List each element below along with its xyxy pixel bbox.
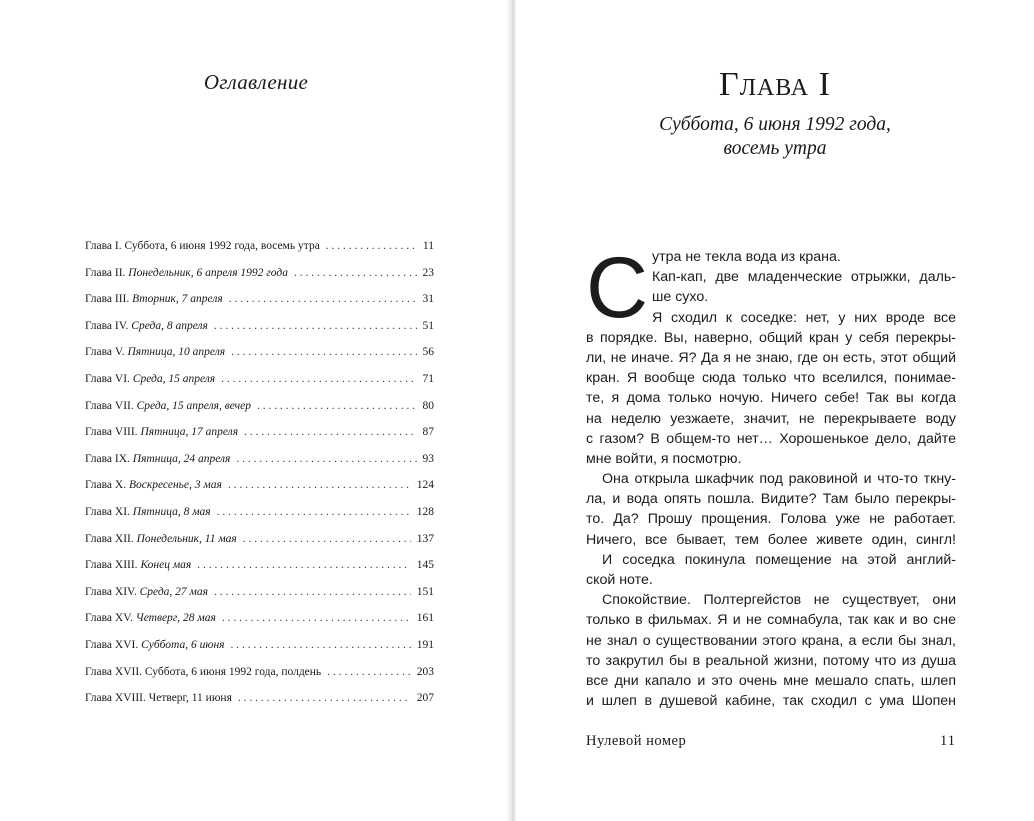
toc-entry — [85, 371, 434, 398]
toc-chapter-subtitle: Пятница, 24 апреля — [132, 452, 231, 465]
toc-entry — [85, 451, 434, 478]
toc-chapter-label: Глава X. — [85, 479, 127, 492]
toc-chapter-subtitle: Суббота, 6 июня 1992 года, полдень — [144, 665, 322, 678]
toc-leader-dots — [243, 531, 411, 547]
text-line: Я сходил к соседке: нет, у них вроде все — [652, 309, 956, 326]
toc-entry — [85, 398, 434, 425]
toc-leader-dots — [214, 318, 417, 334]
toc-leader-dots — [221, 371, 416, 387]
text-line: и шлеп в душевой кабине, так сходил с ума Шопен — [586, 693, 956, 710]
toc-chapter-subtitle: Понедельник, 6 апреля 1992 года — [128, 266, 288, 279]
table-of-contents — [85, 238, 434, 717]
text-line: кран. Я вообще сюда только что вселился, понимае- — [586, 370, 956, 387]
chapter-subtitle-line-2: восемь утра — [723, 138, 827, 159]
toc-entry — [85, 664, 434, 691]
toc-chapter-label: Глава XI. — [85, 505, 130, 518]
toc-page-number: 128 — [416, 505, 434, 518]
toc-entry — [85, 344, 434, 371]
left-page — [0, 0, 512, 821]
toc-page-number: 124 — [416, 479, 434, 492]
toc-page-number: 56 — [422, 346, 434, 359]
text-line: на неделю уезжаете, значит, не перекрываете воду — [586, 410, 956, 427]
page-number: 11 — [940, 733, 956, 749]
toc-entry — [85, 637, 434, 664]
toc-leader-dots — [294, 265, 417, 281]
toc-title: Оглавление — [203, 70, 309, 94]
drop-cap: С — [586, 240, 649, 336]
toc-page-number: 161 — [416, 612, 434, 625]
toc-chapter-label: Глава V. — [85, 346, 125, 359]
toc-chapter-subtitle: Конец мая — [140, 559, 192, 572]
toc-entry — [85, 610, 434, 637]
text-line: с газом? В общем-то нет… Хорошенькое дело, дайте — [586, 430, 956, 447]
toc-page-number: 71 — [422, 372, 434, 385]
toc-leader-dots — [326, 238, 417, 254]
toc-page-number: 80 — [422, 399, 434, 412]
toc-entry — [85, 557, 434, 584]
text-line: ли, не иначе. Я? Да я не знаю, где он есть, этот общий — [586, 349, 956, 366]
text-line: те, я дома только ночую. Ничего себе! Так вы когда — [586, 390, 956, 407]
toc-leader-dots — [244, 424, 416, 440]
text-line: ла, и вода опять пошла. Видите? Там было перекры- — [586, 491, 956, 508]
toc-leader-dots — [257, 398, 416, 414]
toc-page-number: 191 — [416, 638, 434, 651]
text-line: Спокойствие. Полтергейстов не существует, они — [602, 592, 956, 609]
toc-chapter-subtitle: Вторник, 7 апреля — [132, 293, 223, 306]
toc-page-number: 51 — [422, 319, 434, 332]
toc-leader-dots — [222, 610, 411, 626]
toc-leader-dots — [231, 344, 416, 360]
toc-leader-dots — [228, 477, 411, 493]
toc-chapter-subtitle: Четверг, 28 мая — [135, 612, 216, 625]
text-line: И соседка покинула помещение на этой англий- — [602, 551, 956, 568]
text-line: все дни капало и это очень мне мешало спать, шлеп — [586, 672, 956, 689]
toc-chapter-label: Глава XVI. — [85, 638, 139, 651]
toc-page-number: 31 — [422, 293, 434, 306]
toc-chapter-subtitle: Суббота, 6 июня — [141, 638, 225, 651]
toc-chapter-subtitle: Понедельник, 11 мая — [136, 532, 237, 545]
text-line: не знал о существовании этого крана, а если бы знал, — [586, 632, 956, 649]
toc-page-number: 203 — [416, 665, 434, 678]
toc-chapter-label: Глава XVIII. — [85, 692, 146, 705]
toc-page-number: 93 — [422, 452, 434, 465]
toc-page-number: 137 — [416, 532, 434, 545]
toc-chapter-label: Глава XVII. — [85, 665, 143, 678]
toc-entry — [85, 265, 434, 292]
chapter-subtitle — [516, 113, 1034, 161]
text-line: ше сухо. — [652, 289, 709, 306]
toc-chapter-label: Глава III. — [85, 293, 130, 306]
toc-chapter-subtitle: Воскресенье, 3 мая — [128, 479, 222, 492]
toc-chapter-subtitle: Среда, 27 мая — [139, 585, 208, 598]
toc-chapter-label: Глава XIV. — [85, 585, 137, 598]
toc-chapter-label: Глава VIII. — [85, 426, 138, 439]
toc-chapter-label: Глава VI. — [85, 372, 130, 385]
toc-leader-dots — [327, 664, 411, 680]
toc-chapter-label: Глава IV. — [85, 319, 129, 332]
toc-chapter-subtitle: Среда, 15 апреля — [132, 372, 216, 385]
text-line: мне войти, я посмотрю. — [586, 450, 742, 467]
toc-leader-dots — [217, 504, 411, 520]
text-line: в порядке. Вы, наверно, общий кран у себя перекры- — [586, 329, 956, 346]
toc-entry — [85, 477, 434, 504]
toc-leader-dots — [214, 584, 411, 600]
toc-leader-dots — [231, 637, 411, 653]
toc-chapter-label: Глава I. — [85, 240, 122, 252]
toc-chapter-label: Глава XV. — [85, 612, 133, 625]
toc-entry — [85, 318, 434, 345]
running-footer-title: Нулевой номер — [586, 733, 687, 749]
toc-leader-dots — [238, 690, 411, 706]
toc-entry — [85, 504, 434, 531]
toc-chapter-subtitle: Пятница, 10 апреля — [127, 346, 226, 359]
toc-entry — [85, 424, 434, 451]
text-line: утра не текла вода из крана. — [652, 249, 841, 265]
toc-chapter-subtitle: Четверг, 11 июня — [148, 692, 232, 705]
right-page — [516, 0, 1034, 821]
toc-page-number: 207 — [416, 692, 434, 705]
toc-chapter-label: Глава VII. — [85, 399, 134, 412]
toc-leader-dots — [197, 557, 410, 573]
toc-page-number: 151 — [416, 585, 434, 598]
text-line: только в фильмах. Я и не сомнабула, так как и во сне — [586, 612, 956, 629]
toc-chapter-label: Глава XII. — [85, 532, 134, 545]
toc-chapter-subtitle: Пятница, 8 мая — [132, 505, 211, 518]
toc-page-number: 145 — [416, 559, 434, 572]
toc-page-number: 87 — [422, 426, 434, 439]
text-line: Кап-кап, две младенческие отрыжки, даль- — [652, 269, 956, 286]
toc-entry — [85, 531, 434, 558]
toc-chapter-label: Глава II. — [85, 266, 126, 279]
toc-chapter-subtitle: Среда, 15 апреля, вечер — [136, 399, 252, 412]
toc-entry — [85, 584, 434, 611]
toc-chapter-label: Глава IX. — [85, 452, 130, 465]
toc-leader-dots — [236, 451, 416, 467]
toc-page-number: 23 — [422, 266, 434, 279]
toc-chapter-subtitle: Пятница, 17 апреля — [140, 426, 239, 439]
chapter-body — [586, 240, 956, 711]
text-line: ской ноте. — [586, 572, 653, 588]
chapter-subtitle-line-1: Суббота, 6 июня 1992 года, — [659, 114, 891, 135]
text-line: то закрутил бы в реальной жизни, потому что из душа — [586, 652, 956, 669]
text-line: Ничего, все бывает, тем более живете один, сингл! — [586, 531, 956, 548]
text-line: Она открыла шкафчик под раковиной и что-то ткну- — [602, 471, 956, 488]
toc-chapter-subtitle: Среда, 8 апреля — [131, 319, 208, 332]
toc-chapter-subtitle: Суббота, 6 июня 1992 года, восемь утра — [124, 240, 320, 252]
toc-page-number: 11 — [422, 240, 434, 252]
chapter-title: Глава I — [719, 66, 831, 103]
toc-entry — [85, 291, 434, 318]
toc-chapter-label: Глава XIII. — [85, 559, 138, 572]
toc-entry — [85, 690, 434, 717]
toc-entry — [85, 238, 434, 265]
text-line: то. Да? Прошу прощения. Голова уже не работает. — [586, 511, 956, 528]
toc-leader-dots — [229, 291, 417, 307]
